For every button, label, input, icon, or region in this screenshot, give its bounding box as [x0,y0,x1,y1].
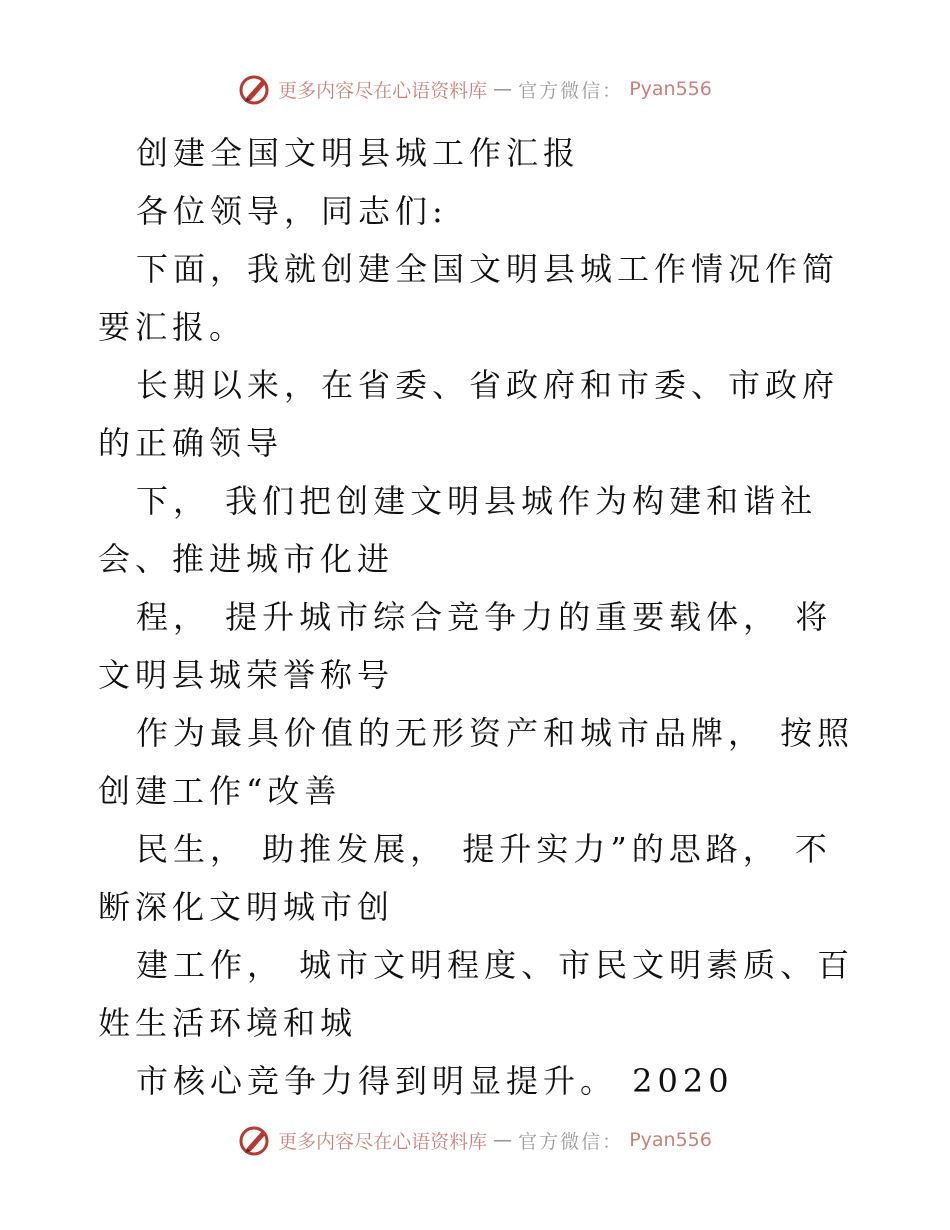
header-watermark [0,72,950,106]
paragraph: 市核心竞争力得到明显提升。 2020 [136,1062,734,1100]
paragraph: 程， 提升城市综合竞争力的重要载体， 将文明县城荣誉称号 [98,598,833,694]
paragraph: 长期以来，在省委、省政府和市委、市政府的正确领导 [98,366,840,462]
document-body [98,124,858,1110]
watermark-main-text: 更多内容尽在心语资料库 [278,1130,488,1153]
document-title: 创建全国文明县城工作汇报 [136,134,581,172]
pen-logo-icon [238,1123,272,1157]
paragraph: 下， 我们把创建文明县城作为构建和谐社会、推进城市化进 [98,482,818,578]
watermark-id: Pyan556 [629,1129,712,1151]
pen-logo-icon [238,72,272,106]
paragraph: 下面，我就创建全国文明县城工作情况作简要汇报。 [98,250,840,346]
watermark-separator: — [493,78,513,100]
watermark-main-text: 更多内容尽在心语资料库 [278,79,488,102]
watermark-separator: — [493,1129,513,1151]
watermark-suffix: 官方微信： [518,1130,624,1153]
watermark-id: Pyan556 [629,78,712,100]
paragraph: 建工作， 城市文明程度、市民文明素质、百姓生活环境和城 [98,946,855,1042]
paragraph: 各位领导，同志们: [136,192,448,230]
paragraph: 民生， 助推发展， 提升实力”的思路， 不断深化文明城市创 [98,830,832,926]
watermark-suffix: 官方微信： [518,79,624,102]
footer-watermark [0,1123,950,1157]
paragraph: 作为最具价值的无形资产和城市品牌， 按照创建工作“改善 [98,714,855,810]
